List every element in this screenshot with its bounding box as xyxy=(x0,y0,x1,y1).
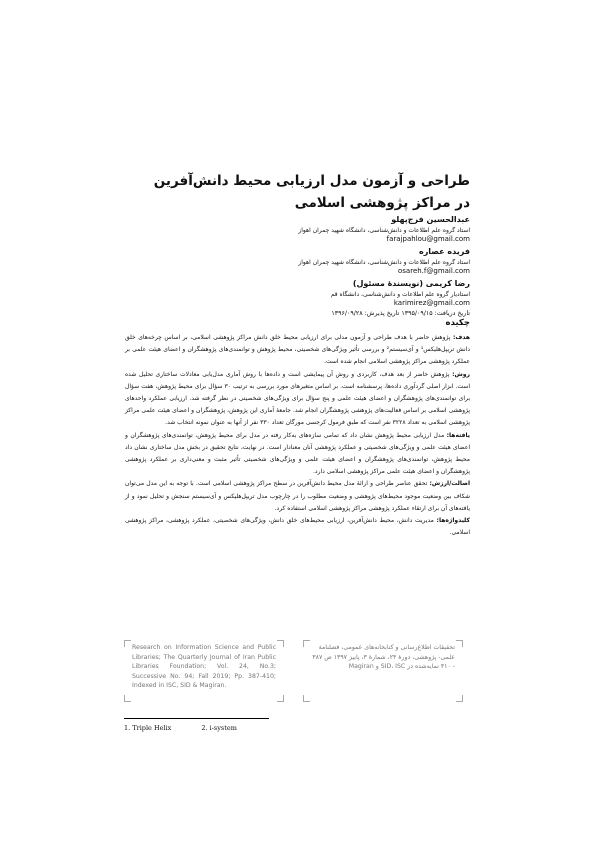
author-email[interactable]: karimirez@gmail.com xyxy=(393,299,470,307)
abstract-heading: چکیده xyxy=(445,318,470,328)
corner-mark xyxy=(303,695,310,702)
author-block xyxy=(110,212,470,318)
corner-mark xyxy=(124,640,131,647)
paragraph-text: پژوهش حاضر از بعد هدف، کاربردی و روش آن پیمایشی است و داده‌ها با روش آماری مدل‌یابی معادلات ساختاری تحلیل شده است. ابزار اصلی گردآوری داده‌ها، پرسشنامه است. بر اساس متغیرهای مورد بررسی به ترتیب ۳۰ سؤال برای محیط پژوهش، هفت سؤال برای توانمندی‌های پژوهشگران و اعضای هیئت علمی و پنج سؤال برای ویژگی‌های شخصیتی در نظر گرفته شد. ارزیابی عملکرد واحدهای پژوهشی اسلامی بر اساس فعالیت‌های پژوهشی پژوهشگران انجام شد. جامعهٔ آماری این پژوهش، پژوهشگران و اعضای هیئت علمی مراکز پژوهشی اسلامی به تعداد ۳۲۲۸ نفر است که طبق فرمول کرجسی مورگان تعداد ۳۳۰ نفر از آنها به عنوان نمونه انتخاب شد. xyxy=(125,370,471,427)
author-2 xyxy=(110,246,470,276)
author-name: رضا کریمی (نویسندهٔ مسئول) xyxy=(352,279,470,288)
author-affiliation: استادیار گروه علم اطلاعات و دانش‌شناسی، دانشگاه قم xyxy=(330,291,470,298)
paragraph-label: کلیدواژه‌ها: xyxy=(436,517,470,525)
abstract-paragraph-originality xyxy=(125,478,470,515)
paragraph-label: اصالت/ارزش: xyxy=(429,480,470,488)
author-affiliation: استاد گروه علم اطلاعات و دانش‌شناسی، دانشگاه شهید چمران اهواز xyxy=(298,227,470,234)
abstract-paragraph-purpose xyxy=(125,332,470,369)
paragraph-label: هدف: xyxy=(453,334,470,341)
author-name: عبدالحسین فرج‌پهلو xyxy=(391,215,470,224)
author-affiliation: استاد گروه علم اطلاعات و دانش‌شناسی، دانشگاه شهید چمران اهواز xyxy=(298,259,470,266)
citation-text-persian: تحقیقات اطلاع‌رسانی و کتابخانه‌های عمومی، فصلنامهٔ علمی- پژوهشی، دورهٔ ۲۴، شمارهٔ ۳، پاییز ۱۳۹۷ ص ۳۸۷ - ۴۱۰ نمایه‌شده در SID، ISC و Magiran xyxy=(312,644,455,671)
paragraph-text: پژوهش حاضر با هدف طراحی و آزمون مدلی برای ارزیابی محیط خلق دانش مراکز پژوهشی اسلامی، بر اساس چرخه‌های خلق دانش تریپل‌هلیکس¹ و آی‌سیستم² و بررسی تأثیر ویژگی‌های شخصیتی، محیط پژوهش و توانمندی‌های پژوهشگران و اعضای هیئت علمی بر عملکرد پژوهشی مراکز پژوهشی اسلامی انجام شده است. xyxy=(125,334,470,366)
paragraph-label: یافته‌ها: xyxy=(446,431,470,439)
abstract-paragraph-method xyxy=(125,369,470,430)
corner-mark xyxy=(456,695,463,702)
author-3 xyxy=(110,278,470,308)
corner-mark xyxy=(277,640,284,647)
footnote-1: 1. Triple Helix xyxy=(124,724,172,732)
article-dates: تاریخ دریافت: ۱۳۹۵/۰۹/۱۵ تاریخ پذیرش: ۱۳۹۶/۰۹/۲۸ xyxy=(331,310,470,317)
footnote-divider xyxy=(124,718,269,719)
corner-mark xyxy=(277,695,284,702)
citation-box-english xyxy=(124,640,284,702)
author-1 xyxy=(110,214,470,244)
author-name: فریده عصاره xyxy=(418,247,470,256)
abstract-paragraph-keywords xyxy=(125,515,470,539)
paragraph-label: روش: xyxy=(452,370,470,378)
citation-box-persian xyxy=(303,640,463,702)
corner-mark xyxy=(456,640,463,647)
footnotes xyxy=(124,724,265,732)
article-title xyxy=(110,170,470,214)
paragraph-text: مدیریت دانش، محیط دانش‌آفرین، ارزیابی محیط‌های خلق دانش، ویژگی‌های شخصیتی، عملکرد پژوهشی، مراکز پژوهشی اسلامی. xyxy=(125,517,470,537)
article-title-line-1: طراحی و آزمون مدل ارزیابی محیط دانش‌آفرین xyxy=(153,173,470,189)
author-email[interactable]: osareh.f@gmail.com xyxy=(398,267,470,275)
paragraph-text: مدل ارزیابی محیط پژوهش نشان داد که تمامی سازه‌های به‌کار رفته در مدل برای محیط پژوهش، توانمندی‌های پژوهشگران و اعضای هیئت علمی و ویژگی‌های شخصیتی و عملکرد پژوهشی آنان معنادار است. در نهایت، نتایج تحقیق در بخش مدل ساختاری نشان داد محیط پژوهش، توانمندی‌های پژوهشگران و اعضای هیئت علمی و ویژگی‌های شخصیتی تأثیر مثبت و معنی‌داری بر عملکرد پژوهشی پژوهشگران و اعضای هیئت علمی مراکز پژوهشی اسلامی دارد. xyxy=(125,431,470,476)
paragraph-text: تحقق عناصر طراحی و ارائهٔ مدل محیط دانش‌آفرین در سطح مراکز پژوهشی اسلامی است. با توجه به این مدل می‌توان شکاف بین وضعیت موجود محیط‌های پژوهشی و وضعیت مطلوب را در چارچوب مدل تریپل‌هلیکس و آی‌سیستم سنجش و تحلیل نمود و از یافته‌های آن برای ارتقاء عملکرد پژوهشی مراکز پژوهشی اسلامی استفاده کرد. xyxy=(125,480,470,512)
citation-text-english: Research on Information Science and Public Libraries; The Quarterly Journal of Iran Public Libraries Foundation; Vol. 24, No.3; Successive No. 94; Fall 2019; Pp. 387-410; Indexed in ISC, SID & Magiran. xyxy=(132,644,276,690)
footnote-2: 2. i-system xyxy=(201,724,237,732)
abstract-body xyxy=(125,332,470,539)
author-email[interactable]: farajpahlou@gmail.com xyxy=(386,235,470,243)
abstract-paragraph-findings xyxy=(125,430,470,479)
corner-mark xyxy=(303,640,310,647)
article-title-line-2: در مراکز پژوهشی اسلامی xyxy=(294,195,470,211)
corner-mark xyxy=(124,695,131,702)
